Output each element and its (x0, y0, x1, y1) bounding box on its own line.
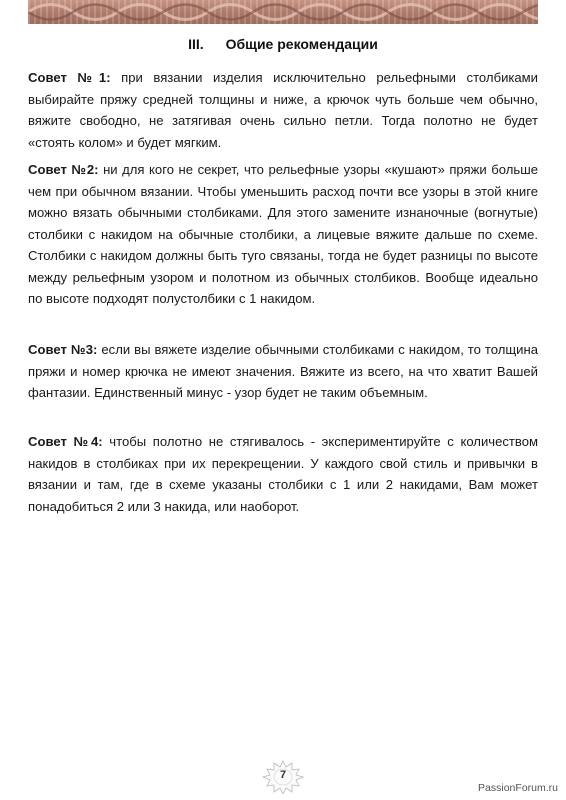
section-heading (0, 36, 566, 52)
tip-paragraph-1 (28, 67, 538, 153)
tip-paragraph-2 (28, 159, 538, 310)
knit-pattern-banner (28, 0, 538, 24)
tip-paragraph-4 (28, 431, 538, 517)
cable-pattern-decoration (28, 0, 538, 24)
tip-text-4: чтобы полотно не стягивалось - экспериментируйте с количеством накидов в столбиках при их перекрещении. У каждого свой стиль и привычки в вязании и там, где в схеме указаны столбики с 1 или 2 накидами, Вам может понадобиться 2 или 3 накида, или наоборот. (28, 434, 539, 514)
tip-label-1: Совет №1: (28, 70, 111, 85)
tip-paragraph-3 (28, 339, 538, 404)
page-number-badge (255, 760, 311, 794)
page-number: 7 (279, 769, 287, 781)
tip-label-3: Совет №3: (28, 342, 98, 357)
section-title: Общие рекомендации (225, 36, 378, 52)
tip-label-4: Совет №4: (28, 434, 103, 449)
watermark-text: PassionForum.ru (478, 782, 558, 794)
tip-text-1: при вязании изделия исключительно рельефными столбиками выбирайте пряжу средней толщины и ниже, а крючок чуть больше чем обычно, вяжите свободно, не затягивая очень сильно петли. Тогда полотно не будет «стоять колом» и будет мягким. (28, 70, 538, 150)
section-number: III. (188, 36, 204, 52)
tip-label-2: Совет №2: (28, 162, 99, 177)
tip-text-3: если вы вяжете изделие обычными столбиками с накидом, то толщина пряжи и номер крючка не имеют значения. Вяжите из всего, на что хватит Вашей фантазии. Единственный минус - узор будет не таким объемным. (28, 342, 538, 400)
tip-text-2: ни для кого не секрет, что рельефные узоры «кушают» пряжи больше чем при обычном вязании. Чтобы уменьшить расход почти все узоры в этой книге можно вязать обычными столбиками. Для этого замените изнаночные (вогнутые) столбики с накидом на обычные столбики, а лицевые вяжите дальше по схеме. Столбики с накидом должны быть туго связаны, тогда не будет разницы по высоте между рельефным узором и полотном из обычных столбиков. Вообще идеально по высоте подходят полустолбики с 1 накидом. (28, 162, 538, 306)
